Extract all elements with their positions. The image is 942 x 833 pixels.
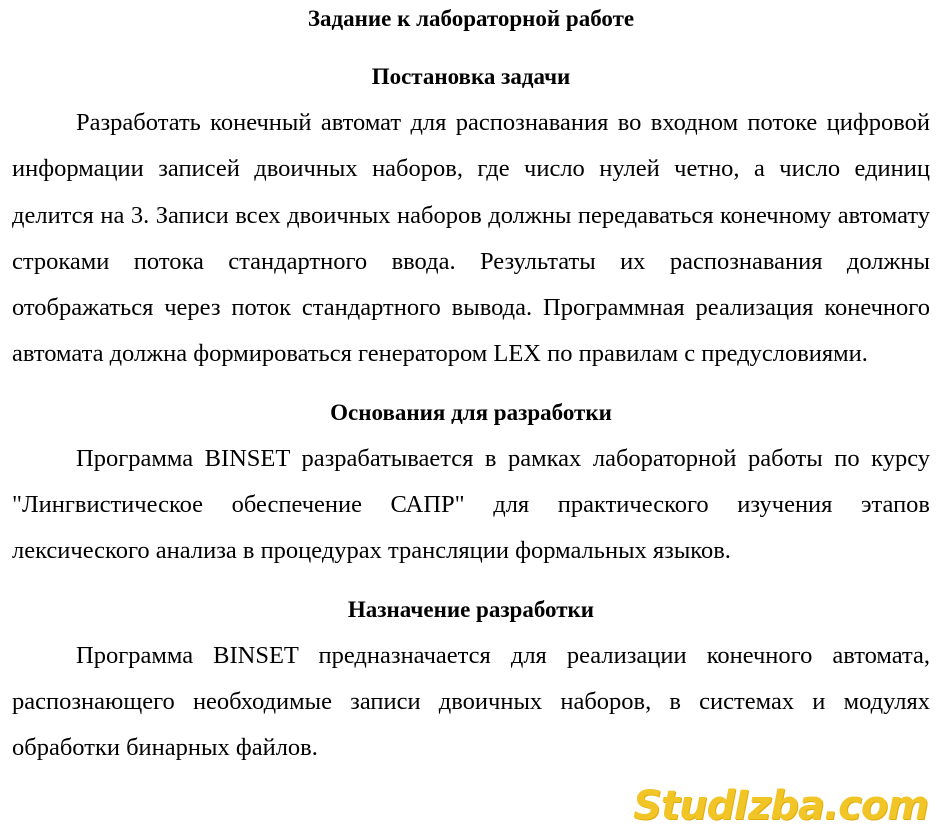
section-text-purpose: Программа BINSET предназначается для реализации конечного автомата, распознающего необходимые записи двоичных наборов, в системах и модулях обработки бинарных файлов. <box>12 641 930 762</box>
section-text-basis: Программа BINSET разрабатывается в рамках лабораторной работы по курсу "Лингвистическое обеспечение САПР" для практического изучения этапов лексического анализа в процедурах трансляции формальных языков. <box>12 444 930 565</box>
watermark-logo: StudIzba.com <box>633 783 928 829</box>
section-heading-purpose: Назначение разработки <box>347 596 595 622</box>
section-text-task: Разработать конечный автомат для распознавания во входном потоке цифровой информации записей двоичных наборов, где число нулей четно, а число единиц делится на 3. Записи всех двоичных наборов должны передаваться конечному автомату строками потока стандартного ввода. Результаты их распознавания должны отображаться через поток стандартного вывода. Программная реализация конечного автомата должна формироваться генератором LEX по правилам с предусловиями. <box>12 109 930 368</box>
section-heading-basis: Основания для разработки <box>330 399 612 425</box>
document-page <box>12 0 930 772</box>
section-heading-task: Постановка задачи <box>371 64 571 89</box>
document-title: Задание к лабораторной работе <box>307 6 635 31</box>
